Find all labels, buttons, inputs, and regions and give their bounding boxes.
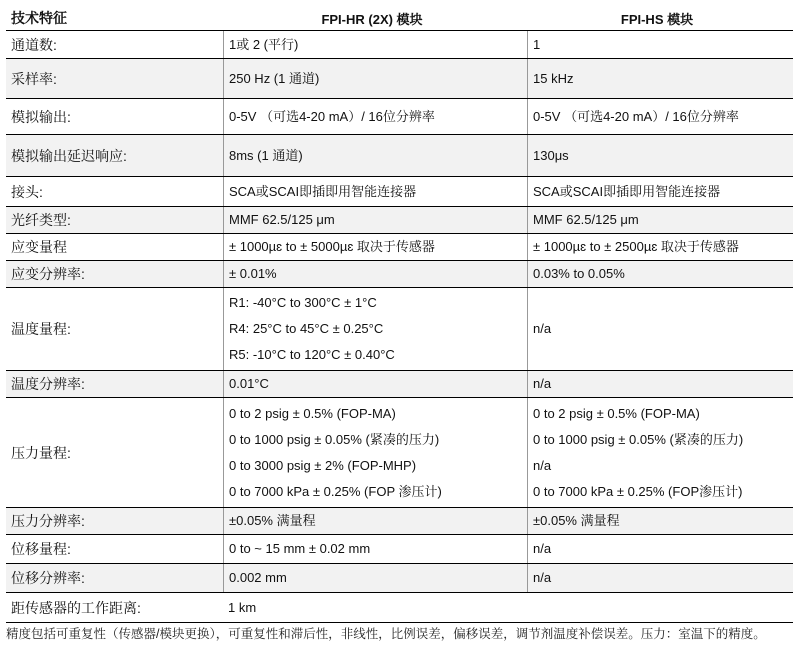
fpi-hr-cell: [223, 398, 527, 507]
fpi-hr-cell: [223, 207, 527, 233]
cell-line: R5: -10°C to 120°C ± 0.40°C: [229, 347, 395, 362]
fpi-hs-cell: [527, 207, 793, 233]
fpi-hr-cell: [223, 234, 527, 260]
row-label: 距传感器的工作距离:: [11, 599, 141, 616]
fpi-hs-cell: [527, 234, 793, 260]
table-row: [6, 59, 793, 99]
fpi-hr-cell: [223, 261, 527, 287]
cell-line: 8ms (1 通道): [229, 147, 303, 163]
cell-line: SCA或SCAI即插即用智能连接器: [533, 183, 721, 199]
fpi-hr-cell: [223, 508, 527, 534]
fpi-hr-cell: [223, 535, 527, 563]
table-row: [6, 177, 793, 207]
fpi-hs-cell: [527, 535, 793, 563]
cell-line: MMF 62.5/125 μm: [533, 212, 639, 227]
cell-line: ±0.05% 满量程: [229, 513, 316, 528]
cell-line: 0.002 mm: [229, 570, 287, 585]
row-label: 压力量程:: [11, 444, 71, 461]
cell-line: 1: [533, 36, 541, 52]
fpi-hs-cell: [527, 261, 793, 287]
fpi-hs-cell: [527, 31, 793, 58]
fpi-hr-cell: [223, 564, 527, 592]
cell-line: n/a: [533, 570, 552, 585]
row-label: 采样率:: [11, 70, 57, 87]
cell-line: n/a: [533, 321, 552, 336]
table-row: [6, 593, 793, 623]
cell-line: MMF 62.5/125 μm: [229, 212, 335, 227]
cell-line: 0.03% to 0.05%: [533, 266, 625, 281]
cell-line: n/a: [533, 541, 552, 556]
footnote: 精度包括可重复性（传感器/模块更换），可重复性和滞后性，非线性，比例误差，偏移误差，调节剂温度补偿误差。压力：室温下的精度。: [6, 627, 766, 641]
table-row: [6, 207, 793, 234]
fpi-hr-cell: [223, 135, 527, 176]
cell-line: ± 1000µɛ to ± 2500µɛ 取决于传感器: [533, 239, 739, 254]
cell-line: 0 to 7000 kPa ± 0.25% (FOP 渗压计): [229, 483, 442, 499]
fpi-hs-cell: [527, 508, 793, 534]
cell-line: 0 to 1000 psig ± 0.05% (紧凑的压力): [229, 431, 440, 447]
table-row: [6, 508, 793, 535]
table-row: [6, 371, 793, 398]
cell-line: ± 0.01%: [229, 266, 277, 281]
cell-line: 0.01°C: [229, 376, 269, 391]
row-label: 位移量程:: [11, 541, 71, 557]
cell-line: ±0.05% 满量程: [533, 513, 620, 528]
cell-line: 1或 2 (平行): [229, 36, 299, 52]
table-body: [6, 31, 793, 623]
fpi-hs-cell: [527, 564, 793, 592]
fpi-hr-cell: [223, 31, 527, 58]
table-row: [6, 564, 793, 593]
table-row: [6, 535, 793, 564]
row-label: 应变分辨率:: [11, 266, 85, 282]
row-label: 温度分辨率:: [11, 376, 85, 392]
cell-line: 0 to 1000 psig ± 0.05% (紧凑的压力): [533, 431, 744, 447]
cell-line: n/a: [533, 457, 552, 473]
fpi-hs-cell: [527, 398, 793, 507]
row-label: 应变量程: [11, 239, 67, 255]
fpi-hr-cell: [223, 593, 526, 622]
fpi-hs-cell: [527, 59, 793, 98]
row-label: 接头:: [11, 183, 43, 200]
row-label: 通道数:: [11, 36, 57, 53]
cell-line: R1: -40°C to 300°C ± 1°C: [229, 295, 377, 310]
table-row: [6, 288, 793, 371]
table-row: [6, 99, 793, 135]
fpi-hr-cell: [223, 177, 527, 206]
fpi-hr-cell: [223, 371, 527, 397]
table-row: [6, 31, 793, 59]
row-label: 模拟输出:: [11, 108, 71, 125]
cell-line: 0 to 2 psig ± 0.5% (FOP-MA): [229, 405, 396, 421]
header-fpi-hs: FPI-HS 模块: [620, 11, 694, 27]
cell-line: R4: 25°C to 45°C ± 0.25°C: [229, 321, 384, 336]
cell-line: ± 1000µɛ to ± 5000µɛ 取决于传感器: [229, 239, 435, 254]
fpi-hs-cell: [527, 99, 793, 134]
row-label: 模拟输出延迟响应:: [11, 147, 127, 164]
cell-line: 250 Hz (1 通道): [229, 70, 320, 86]
table-row: [6, 234, 793, 261]
table-row: [6, 398, 793, 508]
cell-line: 15 kHz: [533, 70, 574, 86]
fpi-hs-cell: [526, 593, 793, 622]
row-label: 温度量程:: [11, 321, 71, 337]
cell-line: 0 to 3000 psig ± 2% (FOP-MHP): [229, 457, 417, 473]
row-label: 光纤类型:: [11, 212, 71, 228]
header-feature: 技术特征: [11, 10, 67, 26]
row-label: 位移分辨率:: [11, 570, 85, 586]
cell-line: 0-5V （可选4-20 mA）/ 16位分辨率: [533, 108, 739, 124]
cell-line: SCA或SCAI即插即用智能连接器: [229, 183, 417, 199]
fpi-hr-cell: [223, 59, 527, 98]
cell-line: 0 to 2 psig ± 0.5% (FOP-MA): [533, 405, 700, 421]
fpi-hr-cell: [223, 99, 527, 134]
cell-line: 1 km: [228, 599, 257, 615]
table-header: [6, 6, 793, 31]
cell-line: 0 to 7000 kPa ± 0.25% (FOP渗压计): [533, 483, 743, 499]
fpi-hs-cell: [527, 177, 793, 206]
header-fpi-hr: FPI-HR (2X) 模块: [321, 11, 423, 27]
cell-line: n/a: [533, 376, 552, 391]
table-row: [6, 261, 793, 288]
cell-line: 130μs: [533, 147, 569, 163]
row-label: 压力分辨率:: [11, 513, 85, 529]
fpi-hs-cell: [527, 371, 793, 397]
fpi-hs-cell: [527, 135, 793, 176]
fpi-hr-cell: [223, 288, 527, 370]
table-row: [6, 135, 793, 177]
fpi-hs-cell: [527, 288, 793, 370]
spec-table: [6, 6, 793, 623]
cell-line: 0-5V （可选4-20 mA）/ 16位分辨率: [229, 108, 435, 124]
cell-line: 0 to ~ 15 mm ± 0.02 mm: [229, 541, 371, 556]
